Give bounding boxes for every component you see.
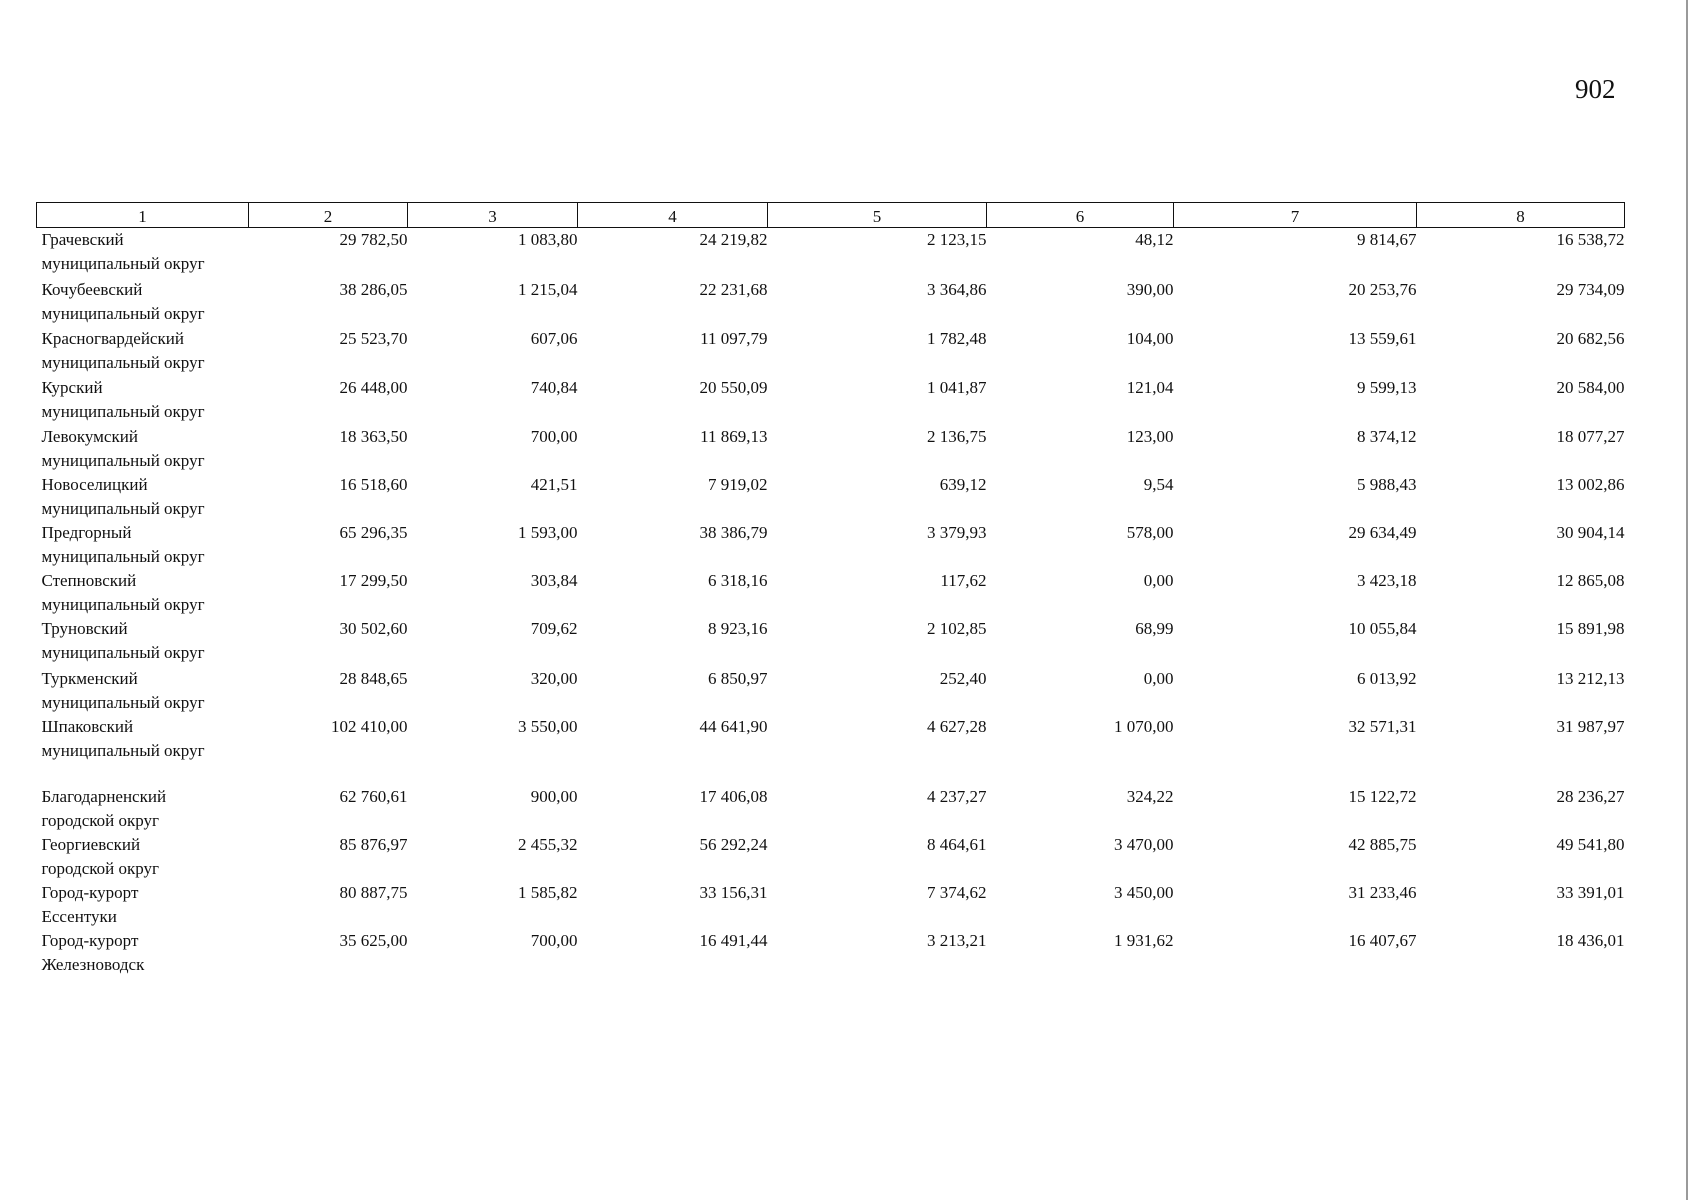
row-name-line: Красногвардейский [41, 328, 184, 348]
value-cell-col3: 1 585,82 [518, 882, 578, 902]
value-cell-col4: 11 097,79 [700, 328, 768, 348]
row-name-line: Туркменский [41, 668, 138, 688]
value-cell-col2: 65 296,35 [339, 522, 408, 542]
row-name-line: муниципальный округ [41, 450, 205, 470]
table-row [37, 278, 1625, 327]
value-cell-col5: 117,62 [940, 570, 987, 590]
column-number-row [37, 203, 1625, 228]
row-name-line: муниципальный округ [41, 594, 205, 614]
value-cell-col3: 303,84 [530, 570, 578, 590]
table-row [37, 929, 1625, 977]
value-cell-col7: 31 233,46 [1348, 882, 1417, 902]
value-cell-col7: 3 423,18 [1357, 570, 1417, 590]
value-cell-col8: 30 904,14 [1556, 522, 1625, 542]
table-row [37, 376, 1625, 425]
value-cell-col6: 9,54 [1143, 474, 1174, 494]
value-cell-col3: 320,00 [530, 668, 578, 688]
row-name-line: Город-курорт [41, 882, 139, 902]
value-cell-col7: 20 253,76 [1348, 279, 1417, 299]
value-cell-col4: 16 491,44 [699, 930, 768, 950]
value-cell-col6: 390,00 [1126, 279, 1174, 299]
value-cell-col7: 5 988,43 [1357, 474, 1417, 494]
table-row [37, 327, 1625, 376]
table-row [37, 881, 1625, 929]
value-cell-col2: 18 363,50 [339, 426, 408, 446]
row-name-line: Курский [41, 377, 103, 397]
value-cell-col8: 28 236,27 [1556, 786, 1625, 806]
value-cell-col6: 123,00 [1126, 426, 1174, 446]
value-cell-col4: 20 550,09 [699, 377, 768, 397]
column-header: 1 [37, 203, 249, 228]
row-name-line: Георгиевский [41, 834, 141, 854]
value-cell-col4: 24 219,82 [699, 230, 768, 249]
value-cell-col3: 3 550,00 [518, 716, 578, 736]
value-cell-col5: 3 213,21 [927, 930, 987, 950]
value-cell-col6: 3 450,00 [1114, 882, 1174, 902]
value-cell-col4: 17 406,08 [699, 786, 768, 806]
value-cell-col4: 6 318,16 [708, 570, 768, 590]
row-name-cell [37, 327, 249, 376]
row-name-line: Шпаковский [41, 716, 134, 736]
value-cell-col5: 1 782,48 [927, 328, 987, 348]
value-cell-col8: 13 212,13 [1556, 668, 1625, 688]
column-header: 7 [1174, 203, 1417, 228]
table-row [37, 425, 1625, 473]
column-header: 5 [768, 203, 987, 228]
table-row [37, 833, 1625, 881]
row-name-cell [37, 473, 249, 521]
value-cell-col4: 56 292,24 [699, 834, 768, 854]
value-cell-col4: 8 923,16 [708, 618, 768, 638]
value-cell-col8: 18 436,01 [1556, 930, 1625, 950]
row-name-line: Левокумский [41, 426, 138, 446]
value-cell-col3: 1 215,04 [518, 279, 578, 299]
value-cell-col3: 740,84 [530, 377, 578, 397]
value-cell-col4: 7 919,02 [708, 474, 768, 494]
value-cell-col8: 20 584,00 [1556, 377, 1625, 397]
value-cell-col7: 8 374,12 [1357, 426, 1417, 446]
value-cell-col8: 12 865,08 [1556, 570, 1625, 590]
table-row [37, 521, 1625, 569]
value-cell-col5: 8 464,61 [927, 834, 987, 854]
value-cell-col5: 2 123,15 [927, 230, 987, 249]
row-name-line: городской округ [41, 858, 160, 878]
row-name-line: Железноводск [41, 954, 145, 974]
value-cell-col2: 35 625,00 [339, 930, 408, 950]
value-cell-col8: 16 538,72 [1556, 230, 1625, 249]
value-cell-col6: 121,04 [1126, 377, 1174, 397]
table-row [37, 473, 1625, 521]
row-name-line: муниципальный округ [41, 352, 205, 372]
value-cell-col4: 38 386,79 [699, 522, 768, 542]
row-name-cell [37, 715, 249, 785]
column-header: 3 [408, 203, 578, 228]
table-row [37, 715, 1625, 785]
value-cell-col2: 80 887,75 [339, 882, 408, 902]
value-cell-col3: 1 083,80 [518, 230, 578, 249]
value-cell-col8: 20 682,56 [1556, 328, 1625, 348]
row-name-line: муниципальный округ [41, 401, 205, 421]
row-name-line: Благодарненский [41, 786, 167, 806]
row-name-cell [37, 929, 249, 977]
row-name-line: муниципальный округ [41, 546, 205, 566]
row-name-line: Ессентуки [41, 906, 117, 926]
row-name-cell [37, 521, 249, 569]
value-cell-col6: 48,12 [1135, 230, 1174, 249]
row-name-line: муниципальный округ [41, 254, 205, 273]
value-cell-col3: 421,51 [530, 474, 578, 494]
value-cell-col8: 31 987,97 [1556, 716, 1625, 736]
value-cell-col7: 16 407,67 [1348, 930, 1417, 950]
value-cell-col3: 700,00 [530, 930, 578, 950]
value-cell-col2: 25 523,70 [339, 328, 408, 348]
value-cell-col8: 33 391,01 [1556, 882, 1625, 902]
value-cell-col7: 9 599,13 [1357, 377, 1417, 397]
row-name-cell [37, 617, 249, 667]
value-cell-col4: 22 231,68 [699, 279, 768, 299]
row-name-cell [37, 376, 249, 425]
value-cell-col7: 9 814,67 [1357, 230, 1417, 249]
value-cell-col6: 3 470,00 [1114, 834, 1174, 854]
row-name-line: Предгорный [41, 522, 132, 542]
row-name-cell [37, 881, 249, 929]
value-cell-col2: 62 760,61 [339, 786, 408, 806]
row-name-line: Труновский [41, 618, 128, 638]
value-cell-col5: 1 041,87 [927, 377, 987, 397]
value-cell-col7: 42 885,75 [1348, 834, 1417, 854]
row-name-line: Грачевский [41, 230, 124, 249]
row-name-line: муниципальный округ [41, 692, 205, 712]
value-cell-col2: 30 502,60 [339, 618, 408, 638]
value-cell-col5: 3 379,93 [927, 522, 987, 542]
row-name-cell [37, 425, 249, 473]
value-cell-col3: 900,00 [530, 786, 578, 806]
value-cell-col8: 13 002,86 [1556, 474, 1625, 494]
value-cell-col7: 10 055,84 [1348, 618, 1417, 638]
scan-edge-line [1686, 0, 1688, 1200]
row-name-cell [37, 833, 249, 881]
column-header: 2 [249, 203, 408, 228]
value-cell-col8: 18 077,27 [1556, 426, 1625, 446]
value-cell-col6: 104,00 [1126, 328, 1174, 348]
table-row [37, 667, 1625, 715]
row-name-line: муниципальный округ [41, 498, 205, 518]
row-name-cell [37, 228, 249, 278]
value-cell-col6: 0,00 [1143, 570, 1174, 590]
row-name-line: муниципальный округ [41, 740, 205, 760]
value-cell-col2: 29 782,50 [339, 230, 408, 249]
row-name-cell [37, 278, 249, 327]
table-header [37, 203, 1625, 228]
row-name-cell [37, 667, 249, 715]
value-cell-col5: 2 136,75 [927, 426, 987, 446]
value-cell-col7: 32 571,31 [1348, 716, 1417, 736]
value-cell-col6: 1 070,00 [1114, 716, 1174, 736]
value-cell-col5: 252,40 [939, 668, 987, 688]
row-name-line: Город-курорт [41, 930, 139, 950]
value-cell-col6: 0,00 [1143, 668, 1174, 688]
value-cell-col8: 49 541,80 [1556, 834, 1625, 854]
table-row [37, 569, 1625, 617]
value-cell-col7: 13 559,61 [1348, 328, 1417, 348]
value-cell-col6: 1 931,62 [1114, 930, 1174, 950]
value-cell-col2: 17 299,50 [339, 570, 408, 590]
value-cell-col2: 16 518,60 [339, 474, 408, 494]
value-cell-col7: 6 013,92 [1357, 668, 1417, 688]
value-cell-col7: 29 634,49 [1348, 522, 1417, 542]
value-cell-col5: 639,12 [939, 474, 987, 494]
value-cell-col5: 4 237,27 [927, 786, 987, 806]
value-cell-col4: 6 850,97 [708, 668, 768, 688]
row-name-line: муниципальный округ [41, 642, 205, 662]
column-header: 4 [578, 203, 768, 228]
value-cell-col4: 33 156,31 [699, 882, 768, 902]
row-name-cell [37, 785, 249, 833]
value-cell-col6: 324,22 [1126, 786, 1174, 806]
table-row [37, 228, 1625, 278]
column-header: 6 [987, 203, 1174, 228]
row-name-line: Новоселицкий [41, 474, 148, 494]
value-cell-col2: 102 410,00 [331, 716, 408, 736]
value-cell-col4: 11 869,13 [700, 426, 768, 446]
row-name-line: Кочубеевский [41, 279, 143, 299]
value-cell-col2: 28 848,65 [339, 668, 408, 688]
budget-table [36, 202, 1625, 977]
value-cell-col6: 578,00 [1126, 522, 1174, 542]
value-cell-col4: 44 641,90 [699, 716, 768, 736]
value-cell-col3: 1 593,00 [518, 522, 578, 542]
value-cell-col8: 29 734,09 [1556, 279, 1625, 299]
table-row [37, 785, 1625, 833]
column-header: 8 [1417, 203, 1625, 228]
value-cell-col3: 709,62 [530, 618, 578, 638]
value-cell-col3: 607,06 [530, 328, 578, 348]
value-cell-col2: 38 286,05 [339, 279, 408, 299]
row-name-line: городской округ [41, 810, 160, 830]
value-cell-col2: 85 876,97 [339, 834, 408, 854]
value-cell-col3: 2 455,32 [518, 834, 578, 854]
value-cell-col8: 15 891,98 [1556, 618, 1625, 638]
value-cell-col7: 15 122,72 [1348, 786, 1417, 806]
row-name-line: муниципальный округ [41, 303, 205, 323]
table-row [37, 617, 1625, 667]
page-number: 902 [1575, 74, 1616, 104]
row-name-cell [37, 569, 249, 617]
value-cell-col5: 3 364,86 [927, 279, 987, 299]
value-cell-col6: 68,99 [1135, 618, 1174, 638]
table-body [37, 228, 1625, 977]
value-cell-col5: 2 102,85 [927, 618, 987, 638]
value-cell-col3: 700,00 [530, 426, 578, 446]
value-cell-col5: 7 374,62 [927, 882, 987, 902]
row-name-line: Степновский [41, 570, 137, 590]
value-cell-col5: 4 627,28 [927, 716, 987, 736]
value-cell-col2: 26 448,00 [339, 377, 408, 397]
